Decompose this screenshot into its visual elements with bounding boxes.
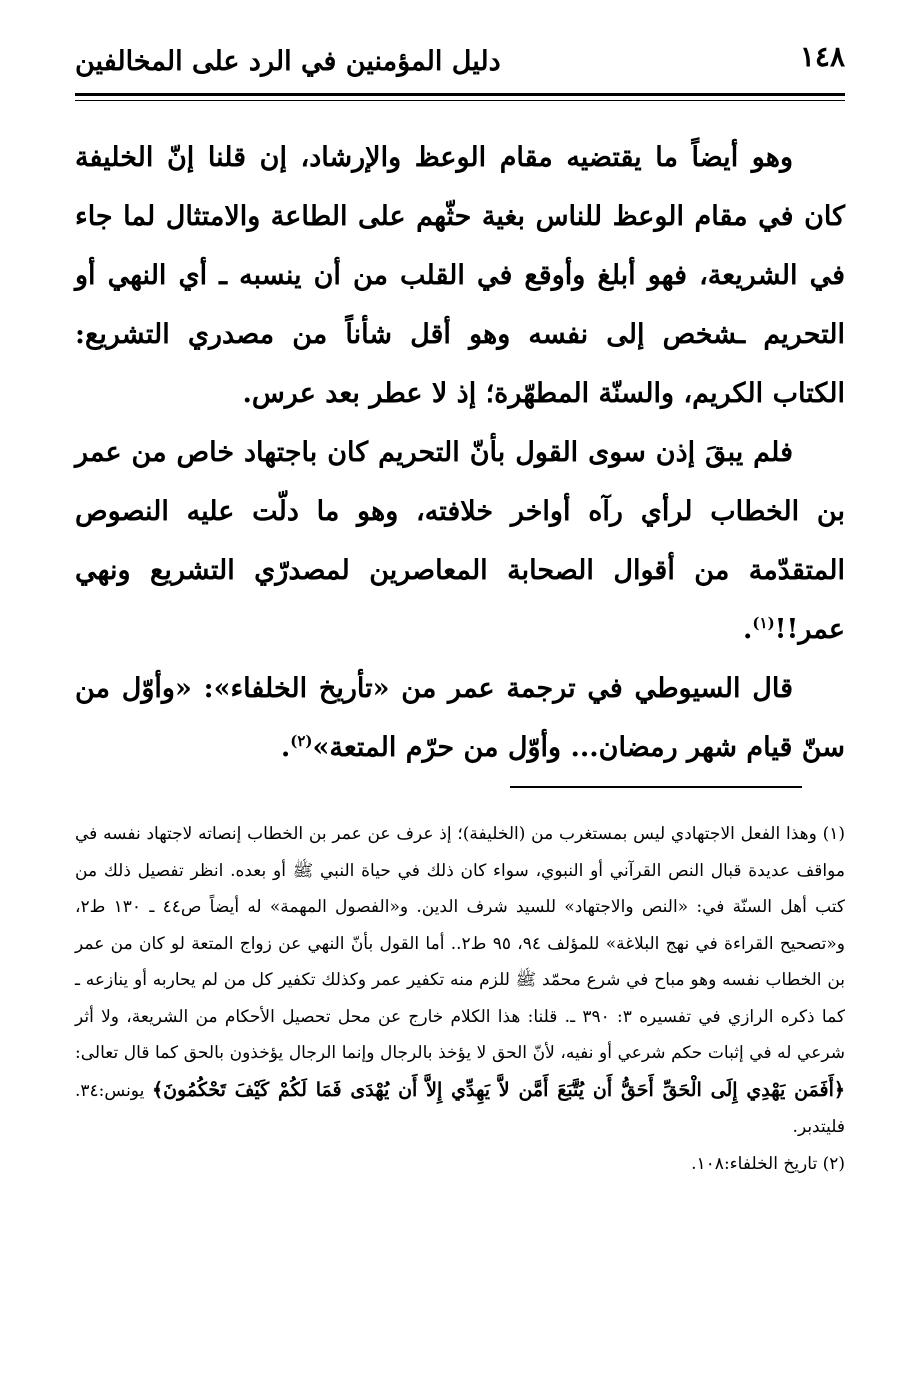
paragraph [75, 659, 845, 777]
header-rule-thick [75, 93, 845, 96]
paragraph-end: . [280, 732, 291, 763]
page-number: ١٤٨ [799, 40, 845, 73]
footnote-1 [75, 816, 845, 1146]
main-text [75, 128, 845, 777]
paragraph-text: فلم يبقَ إذن سوى القول بأنّ التحريم كان باجتهاد خاص من عمر بن الخطاب لرأي رآه أواخر خلافته، وهو ما دلّت عليه النصوص المتقدّمة من أقوال الصحابة المعاصرين لمصدرّي التشريع ونهي عمر!! [75, 437, 845, 645]
footnote-2: (٢) تاريخ الخلفاء:١٠٨. [691, 1153, 845, 1174]
footnote-text: (١) وهذا الفعل الاجتهادي ليس بمستغرب من (الخليفة)؛ إذ عرف عن عمر بن الخطاب إنصاته لاجتهاد نفسه في مواقف عديدة قبال النص القرآني أو النبوي، سواء كان ذلك في حياة النبي ﷺ أو بعده. انظر تفصيل ذلك من كتب أهل السنّة في: «النص والاجتهاد» للسيد شرف الدين. و«الفصول المهمة» له أيضاً ص٤٤ ـ ١٣٠ ط٢، و«تصحيح القراءة في نهج البلاغة» للمؤلف ٩٤، ٩٥ ط٢.. أما القول بأنّ النهي عن زواج المتعة لو كان من عمر بن الخطاب نفسه وهو مباح في شرع محمّد ﷺ للزم منه تكفير عمر وكذلك تكفير كل من لم يحاربه أو ينازعه ـ كما ذكره الرازي في تفسيره ٣: ٣٩٠ ـ. قلنا: هذا الكلام خارج عن محل تحصيل الأحكام من الشريعة، ولا أثر شرعي له في إثبات حكم شرعي أو نفيه، لأنّ الحق لا يؤخذ بالرجال وإنما الرجال يؤخذون بالحق كما قال تعالى: [75, 824, 845, 1063]
paragraph [75, 423, 845, 659]
page-header [75, 40, 845, 98]
quran-verse: ﴿أَفَمَن يَهْدِي إِلَى الْحَقِّ أَحَقُّ أَن يُتَّبَعَ أَمَّن لاَّ يَهِدِّي إِلاَّ أَن يُهْدَى فَمَا لَكُمْ كَيْفَ تَحْكُمُونَ﴾ [151, 1078, 846, 1101]
paragraph-text: قال السيوطي في ترجمة عمر من «تأريخ الخلفاء»: [203, 673, 793, 704]
paragraph [75, 128, 845, 423]
paragraph-end: . [742, 614, 753, 645]
running-title: دليل المؤمنين في الرد على المخالفين [75, 46, 501, 77]
footnotes [75, 816, 845, 1182]
footnote-separator [510, 786, 802, 788]
header-rule-thin [75, 100, 845, 101]
footnote-ref: (١) [752, 614, 775, 632]
quote-text: «وأوّل من سنّ قيام شهر رمضان... وأوّل من حرّم المتعة» [75, 673, 845, 763]
paragraph-text: وهو أيضاً ما يقتضيه مقام الوعظ والإرشاد، إن قلنا إنّ الخليفة كان في مقام الوعظ للناس بغية حثّهم على الطاعة والامتثال لما جاء في الشريعة، فهو أبلغ وأوقع في القلب من أن ينسبه ـ أي النهي أو التحريم ـشخص إلى نفسه وهو أقل شأناً من مصدري التشريع: الكتاب الكريم، والسنّة المطهّرة؛ إذ لا عطر بعد عرس. [75, 142, 845, 409]
footnote-citation: يونس:٣٤. فليتدبر. [75, 1080, 845, 1137]
footnote-ref: (٢) [290, 732, 313, 750]
